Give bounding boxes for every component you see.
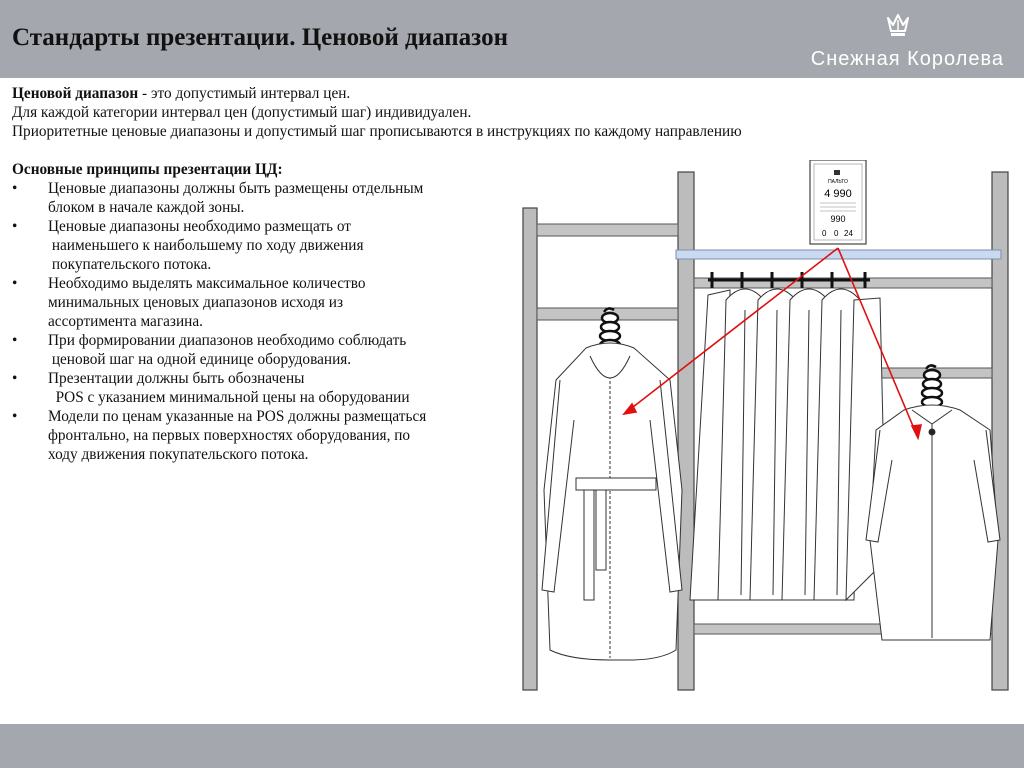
principle-line: минимальных ценовых диапазонов исходя из <box>48 294 344 311</box>
crown-icon <box>886 12 910 38</box>
principles-heading: Основные принципы презентации ЦД: <box>12 161 283 178</box>
pos-timer-1: 0 <box>834 229 839 238</box>
bullet-marker: • <box>12 408 18 425</box>
pos-price-main: 4 990 <box>824 188 852 200</box>
rack-bar <box>537 224 678 236</box>
principle-line: фронтально, на первых поверхностях оборудования, по <box>48 427 411 444</box>
principle-line: покупательского потока. <box>48 256 212 273</box>
term-label: Ценовой диапазон <box>12 85 139 102</box>
bullet-marker: • <box>12 370 18 387</box>
intro-line-2: Для каждой категории интервал цен (допустимый шаг) индивидуален. <box>12 104 472 121</box>
principle-line: Ценовые диапазоны необходимо размещать от <box>48 218 351 235</box>
bullet-marker: • <box>12 332 18 349</box>
pos-shelf <box>676 250 1001 259</box>
principle-line: При формировании диапазонов необходимо соблюдать <box>48 332 407 349</box>
principle-line: Презентации должны быть обозначены <box>48 370 305 387</box>
intro-line-3: Приоритетные ценовые диапазоны и допустимый шаг прописываются в инструкциях по каждому направлению <box>12 123 742 140</box>
principle-line: Модели по ценам указанные на POS должны размещаться <box>48 408 427 425</box>
coat-left <box>542 308 682 660</box>
pos-price-small: 990 <box>830 214 846 224</box>
bullet-marker: • <box>12 218 18 235</box>
bullet-marker: • <box>12 180 18 197</box>
intro-definition <box>12 84 932 103</box>
header-bar <box>0 0 1024 78</box>
principle-line: ценовой шаг на одной единице оборудования. <box>48 351 352 368</box>
rack-post-left <box>523 208 537 690</box>
principle-line: блоком в начале каждой зоны. <box>48 199 245 216</box>
term-definition: - это допустимый интервал цен. <box>138 85 351 102</box>
principle-line: Необходимо выделять максимальное количество <box>48 275 366 292</box>
coat-right <box>866 365 1000 640</box>
pos-sign <box>810 160 866 244</box>
footer-bar <box>0 724 1024 768</box>
bullet-marker: • <box>12 275 18 292</box>
pos-timer-0: 0 <box>822 229 827 238</box>
brand-logo <box>764 10 1024 72</box>
principle-line: Ценовые диапазоны должны быть размещены отдельным <box>48 180 424 197</box>
principle-line: ходу движения покупательского потока. <box>48 446 309 463</box>
principle-line: наименьшего к наибольшему по ходу движения <box>48 237 364 254</box>
brand-name: Снежная Королева <box>810 48 1004 70</box>
pos-line1: ПАЛЬТО <box>828 179 848 185</box>
page-title: Стандарты презентации. Ценовой диапазон <box>12 24 508 51</box>
principle-line: POS с указанием минимальной цены на оборудовании <box>48 389 410 406</box>
coat-group-middle <box>690 289 886 600</box>
rack-illustration <box>520 160 1020 695</box>
pos-timer-2: 24 <box>844 229 853 238</box>
principle-line: ассортимента магазина. <box>48 313 203 330</box>
